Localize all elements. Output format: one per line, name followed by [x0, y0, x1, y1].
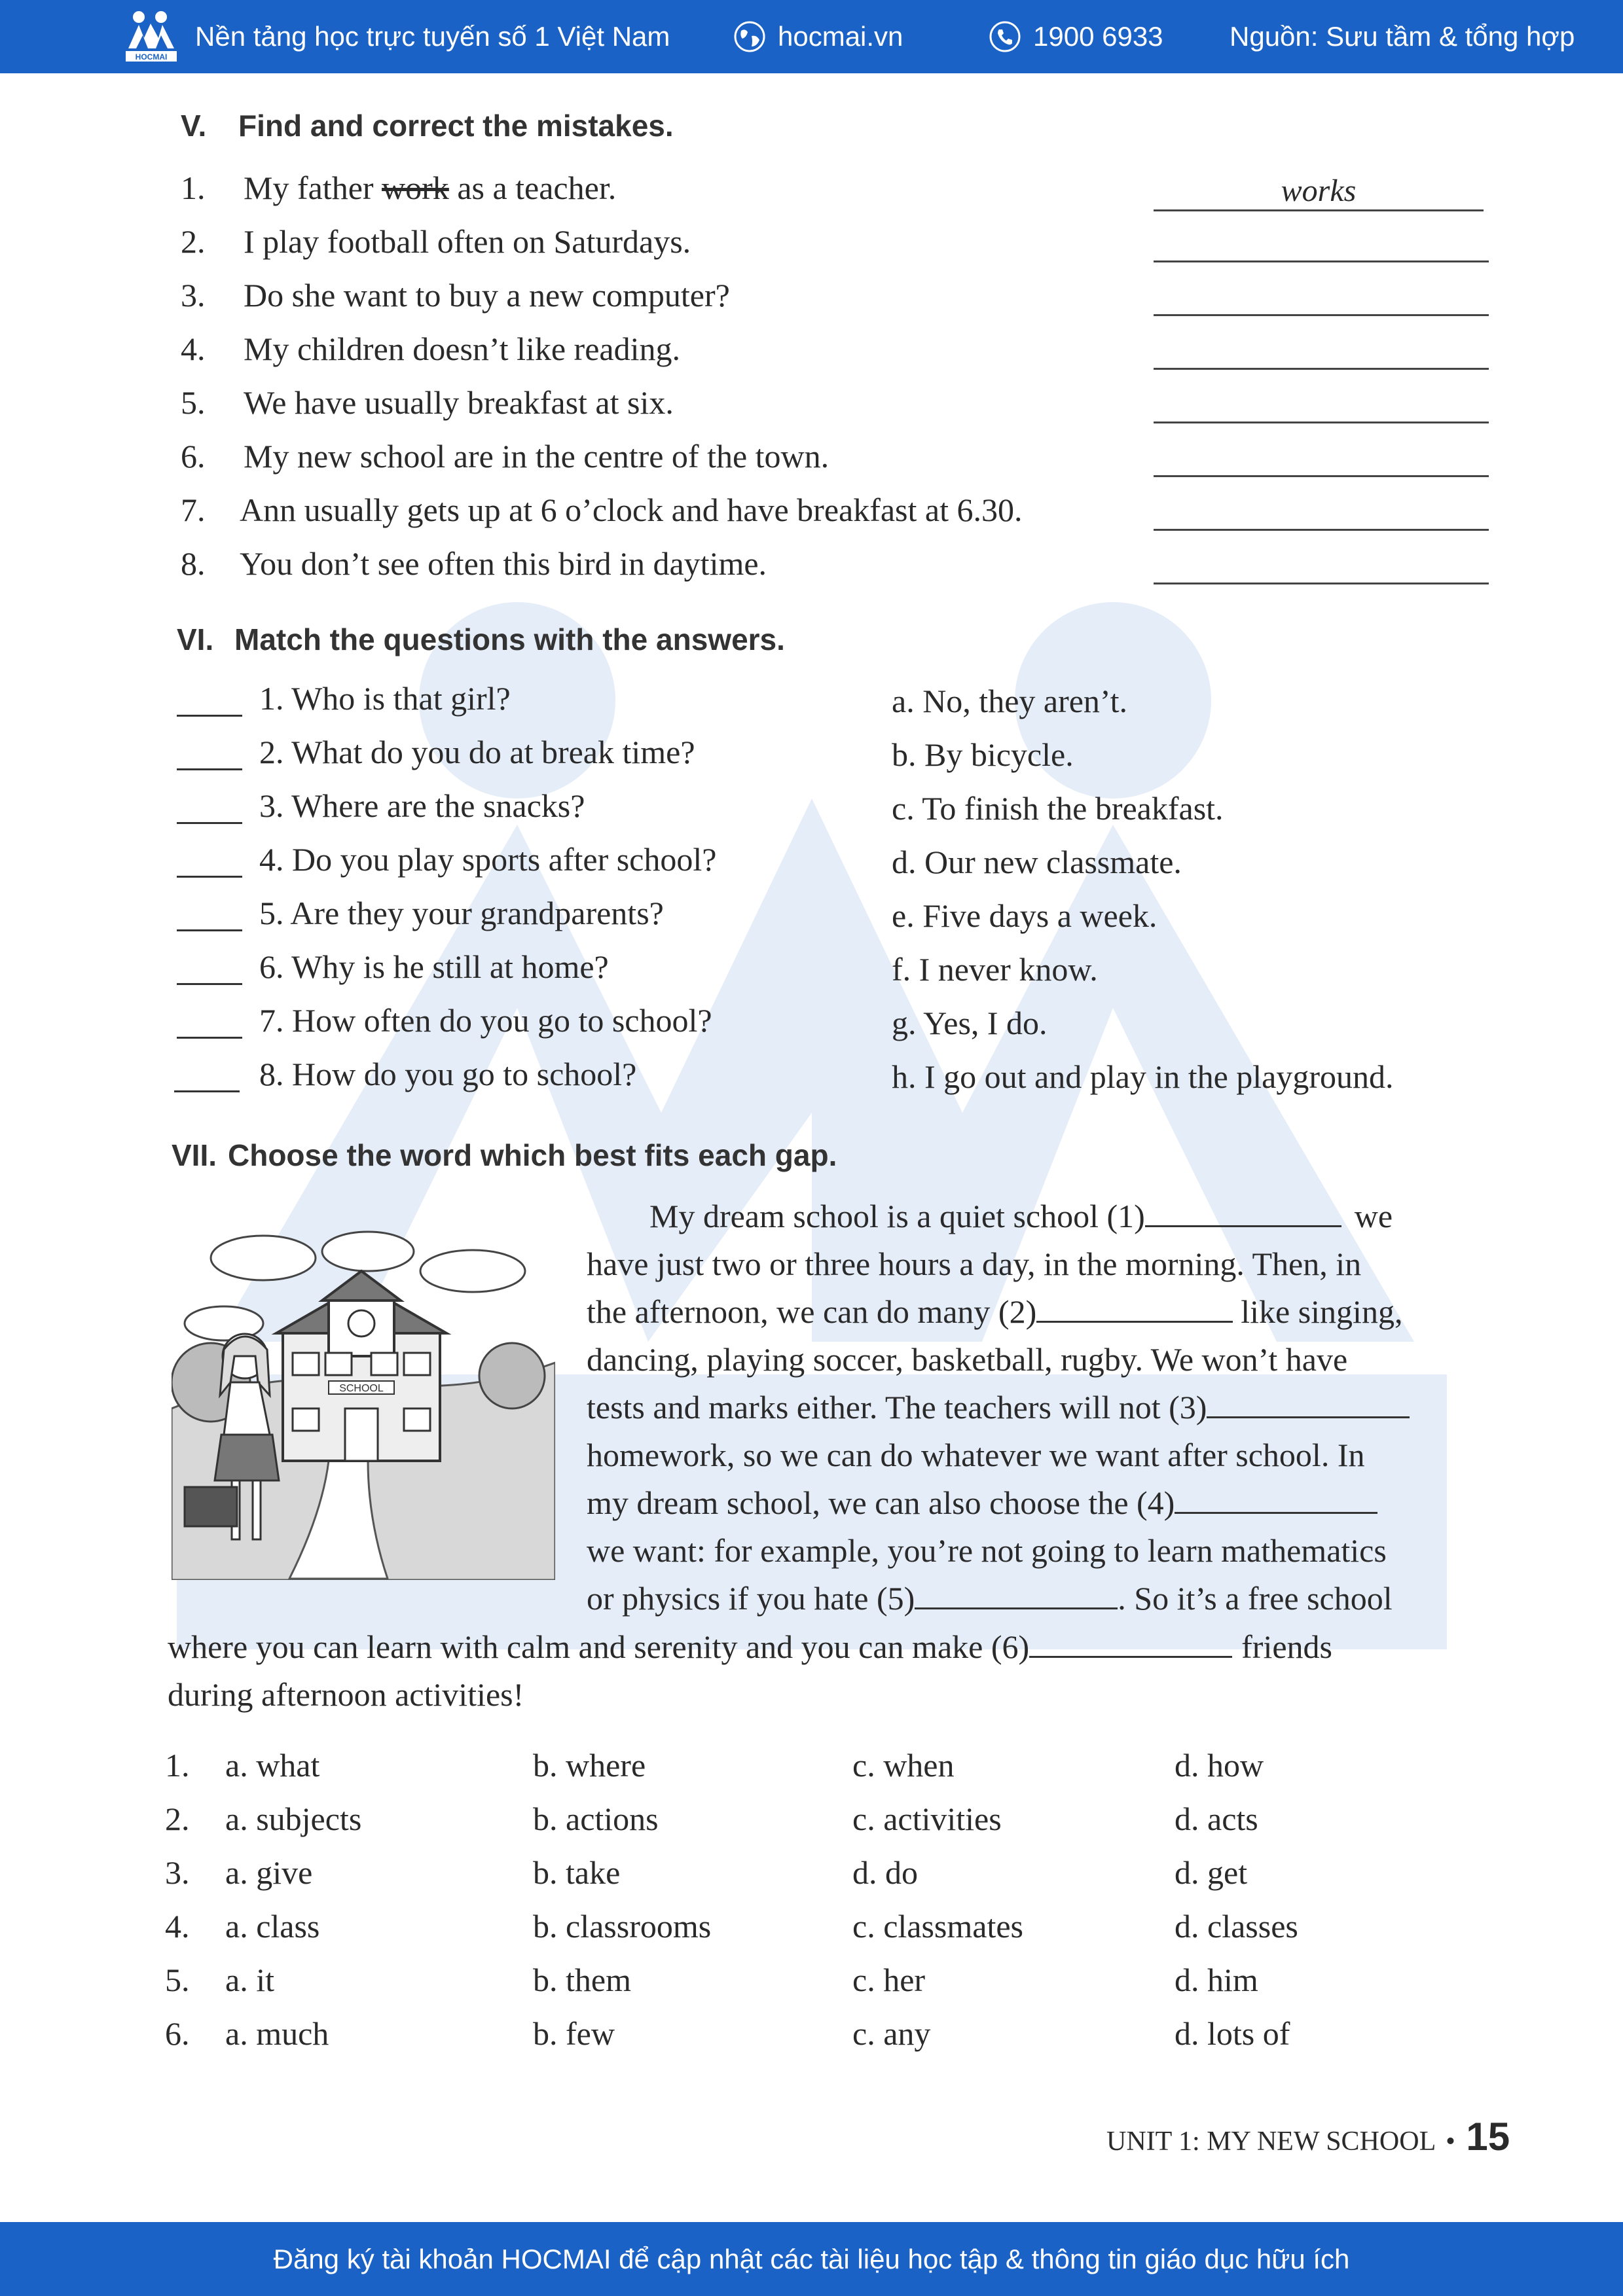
- mistake-item-7: 7. Ann usually gets up at 6 o’clock and have breakfast at 6.30.: [181, 492, 1023, 528]
- option-a[interactable]: a. much: [225, 2015, 329, 2052]
- phone-number[interactable]: 1900 6933: [1033, 21, 1163, 52]
- match-blank-7[interactable]: [177, 1037, 242, 1039]
- section-6-heading: [177, 622, 785, 657]
- answer-a: a. No, they aren’t.: [892, 683, 1128, 719]
- answer-line-7[interactable]: [1154, 492, 1489, 531]
- option-b[interactable]: b. classrooms: [533, 1908, 712, 1945]
- question-5: 5. Are they your grandparents?: [259, 895, 664, 931]
- question-7: 7. How often do you go to school?: [259, 1002, 712, 1039]
- answer-b: b. By bicycle.: [892, 736, 1074, 773]
- passage-right-block: [587, 1193, 1489, 1623]
- top-banner: [0, 0, 1623, 73]
- mistake-item-2: 2. I play football often on Saturdays.: [181, 223, 691, 260]
- option-c[interactable]: d. do: [852, 1854, 918, 1891]
- website-link[interactable]: [733, 0, 903, 73]
- phone-contact[interactable]: [989, 0, 1163, 73]
- option-b[interactable]: b. take: [533, 1854, 621, 1891]
- question-6: 6. Why is he still at home?: [259, 948, 609, 985]
- mistake-item-3: 3. Do she want to buy a new computer?: [181, 277, 730, 314]
- answer-line-2[interactable]: [1154, 224, 1489, 262]
- tagline: Nền tảng học trực tuyến số 1 Việt Nam: [195, 21, 670, 52]
- answer-line-4[interactable]: [1154, 331, 1489, 370]
- mistake-item-1: 1. My father work as a teacher.: [181, 170, 617, 206]
- school-girl-illustration: [172, 1212, 555, 1580]
- mistake-item-5: 5. We have usually breakfast at six.: [181, 384, 674, 421]
- gap-6[interactable]: [1029, 1630, 1232, 1658]
- answer-g: g. Yes, I do.: [892, 1005, 1048, 1041]
- option-a[interactable]: a. give: [225, 1854, 313, 1891]
- answer-e: e. Five days a week.: [892, 897, 1158, 934]
- option-b[interactable]: b. them: [533, 1962, 631, 1998]
- option-d[interactable]: d. him: [1175, 1962, 1258, 1998]
- passage-line-4: dancing, playing soccer, basketball, rugby. We won’t have: [587, 1341, 1348, 1378]
- option-d[interactable]: d. get: [1175, 1854, 1248, 1891]
- passage-line-7: my dream school, we can also choose the (4): [587, 1479, 1489, 1527]
- struck-word: work: [382, 170, 449, 206]
- option-b[interactable]: b. where: [533, 1747, 646, 1784]
- answer-line-8[interactable]: [1154, 546, 1489, 584]
- passage-line-8: we want: for example, you’re not going to learn mathematics: [587, 1532, 1387, 1569]
- option-d[interactable]: d. classes: [1175, 1908, 1298, 1945]
- mistake-item-8: 8. You don’t see often this bird in daytime.: [181, 545, 767, 582]
- section-5-heading: [181, 108, 674, 143]
- globe-icon: [733, 20, 766, 53]
- match-blank-5[interactable]: [177, 929, 242, 931]
- passage-line-3: the afternoon, we can do many (2) like singing,: [587, 1293, 1403, 1330]
- option-c[interactable]: c. when: [852, 1747, 955, 1784]
- answer-line-3[interactable]: [1154, 278, 1489, 316]
- question-1: 1. Who is that girl?: [259, 680, 511, 717]
- match-blank-6[interactable]: [177, 983, 242, 985]
- match-blank-4[interactable]: [177, 876, 242, 878]
- footer-bullet: •: [1446, 2126, 1455, 2157]
- gap-5[interactable]: [915, 1581, 1118, 1609]
- option-c[interactable]: c. classmates: [852, 1908, 1024, 1945]
- answer-d: d. Our new classmate.: [892, 844, 1182, 880]
- answer-c: c. To finish the breakfast.: [892, 790, 1224, 827]
- section-6-number: VI.: [177, 622, 214, 656]
- passage-line-6: homework, so we can do whatever we want after school. In: [587, 1437, 1365, 1473]
- option-c[interactable]: c. activities: [852, 1801, 1002, 1837]
- mistake-item-4: 4. My children doesn’t like reading.: [181, 331, 680, 367]
- match-blank-8[interactable]: [174, 1090, 240, 1092]
- option-d[interactable]: d. how: [1175, 1747, 1264, 1784]
- source-note: Nguồn: Sưu tầm & tổng hợp: [1230, 21, 1575, 52]
- section-7-heading: [172, 1138, 837, 1173]
- gap-1[interactable]: [1145, 1199, 1341, 1227]
- option-c[interactable]: c. any: [852, 2015, 931, 2052]
- passage-line-5: tests and marks either. The teachers will not (3): [587, 1384, 1489, 1431]
- section-5-number: V.: [181, 109, 207, 143]
- match-blank-3[interactable]: [177, 822, 242, 824]
- passage-line-10: where you can learn with calm and serenity and you can make (6) friends: [168, 1628, 1332, 1665]
- gap-3[interactable]: [1207, 1390, 1410, 1418]
- option-b[interactable]: b. actions: [533, 1801, 659, 1837]
- question-3: 3. Where are the snacks?: [259, 787, 585, 824]
- page-number: 15: [1466, 2115, 1510, 2159]
- school-sign: SCHOOL: [339, 1383, 384, 1394]
- option-a[interactable]: a. it: [225, 1962, 274, 1998]
- website-text[interactable]: hocmai.vn: [778, 21, 903, 52]
- mistake-item-6: 6. My new school are in the centre of the town.: [181, 438, 830, 475]
- passage-line-2: have just two or three hours a day, in the morning. Then, in: [587, 1246, 1362, 1282]
- bottom-banner[interactable]: [0, 2222, 1623, 2296]
- answer-line-5[interactable]: [1154, 385, 1489, 423]
- hocmai-logo-icon: [122, 8, 181, 63]
- gap-2[interactable]: [1036, 1295, 1233, 1323]
- option-a[interactable]: a. subjects: [225, 1801, 362, 1837]
- answer-h: h. I go out and play in the playground.: [892, 1058, 1394, 1095]
- option-d[interactable]: d. acts: [1175, 1801, 1258, 1837]
- match-blank-2[interactable]: [177, 768, 242, 770]
- option-b[interactable]: b. few: [533, 2015, 615, 2052]
- section-7-title: Choose the word which best fits each gap.: [228, 1138, 837, 1172]
- question-8: 8. How do you go to school?: [259, 1056, 637, 1092]
- question-2: 2. What do you do at break time?: [259, 734, 695, 770]
- bottom-banner-text[interactable]: Đăng ký tài khoản HOCMAI để cập nhật các tài liệu học tập & thông tin giáo dục hữu ích: [273, 2243, 1350, 2274]
- phone-icon: [989, 20, 1021, 53]
- option-a[interactable]: a. class: [225, 1908, 320, 1945]
- question-4: 4. Do you play sports after school?: [259, 841, 717, 878]
- option-a[interactable]: a. what: [225, 1747, 320, 1784]
- section-7-number: VII.: [172, 1138, 217, 1172]
- passage-bottom-block: [168, 1623, 1489, 1719]
- gap-4[interactable]: [1175, 1486, 1377, 1514]
- passage-line-1: My dream school is a quiet school (1) we: [649, 1198, 1393, 1234]
- answer-line-1[interactable]: works: [1154, 173, 1484, 211]
- section-6-title: Match the questions with the answers.: [234, 622, 785, 656]
- option-c[interactable]: c. her: [852, 1962, 926, 1998]
- unit-title: UNIT 1: MY NEW SCHOOL: [1106, 2126, 1435, 2157]
- passage-line-11: during afternoon activities!: [168, 1676, 524, 1713]
- option-d[interactable]: d. lots of: [1175, 2015, 1290, 2052]
- section-5-title: Find and correct the mistakes.: [238, 109, 674, 143]
- logo-text: HOCMAI: [135, 52, 168, 62]
- match-blank-1[interactable]: [177, 715, 242, 717]
- answer-line-6[interactable]: [1154, 439, 1489, 477]
- page-footer: [1106, 2114, 1510, 2159]
- answer-f: f. I never know.: [892, 951, 1098, 988]
- passage-line-9: or physics if you hate (5) . So it’s a free school: [587, 1580, 1393, 1617]
